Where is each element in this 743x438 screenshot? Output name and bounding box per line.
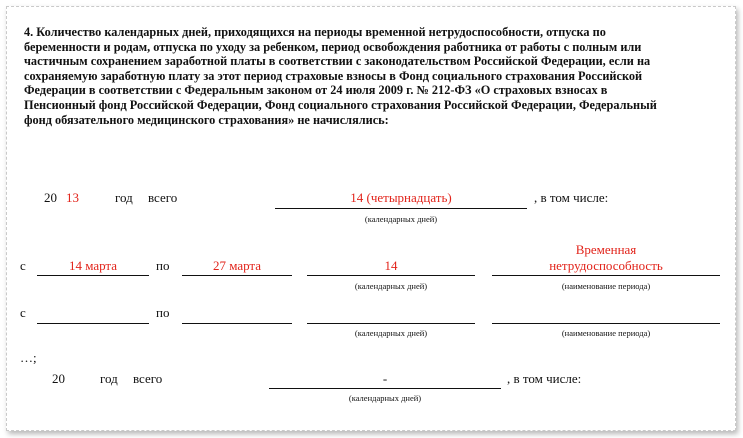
period-1-start-line	[37, 275, 149, 276]
period-1-name-line-a: Временная	[575, 242, 637, 257]
period-1-name-line-b: нетрудоспособность	[549, 258, 663, 273]
including-2-label: , в том числе:	[507, 371, 582, 386]
period-1-days-caption: (календарных дней)	[354, 281, 428, 291]
period-1-end: 27 марта	[212, 258, 262, 273]
total-word: всего	[148, 190, 178, 205]
period-2-name-line	[492, 323, 720, 324]
period-2-end-line	[182, 323, 292, 324]
year-suffix: 13	[66, 190, 79, 205]
section-4-text: 4. Количество календарных дней, приходящихся на периоды временной нетрудоспособности, отпуска по беременности и родам, отпуска по уходу за ребенком, период освобождения работника от работы с полным или частичным сохранением заработной платы в соответствии с законодательством Российской Федерации, если на сохраняемую заработную плату за этот период страховые взносы в Фонд социального страхования Российской Федерации в соответствии с Федеральным законом от 24 июля 2009 г. № 212-ФЗ «О страховых взносах в Пенсионный фонд Российской Федерации, Фонд социального страхования Российской Федерации, Федеральный фонд обязательного медицинского страхования» не начислялись:	[24, 25, 657, 127]
ellipsis: …;	[20, 350, 37, 365]
period-1-name-caption: (наименование периода)	[561, 281, 651, 291]
year-word: год	[115, 190, 133, 205]
total-2-days-value: -	[382, 371, 388, 386]
total-days-caption: (календарных дней)	[364, 214, 438, 224]
total-2-days-caption: (календарных дней)	[348, 393, 422, 403]
period-2-start-line	[37, 323, 149, 324]
period-1-end-line	[182, 275, 292, 276]
document-sheet	[6, 6, 736, 431]
year-2-prefix: 20	[52, 371, 65, 386]
total-days-value: 14 (четырнадцать)	[350, 190, 452, 205]
period-2-days-caption: (календарных дней)	[354, 328, 428, 338]
to-label-1: по	[156, 258, 170, 273]
to-label-2: по	[156, 305, 170, 320]
period-1-days-line	[307, 275, 475, 276]
period-1-days: 14	[384, 258, 398, 273]
including-label: , в том числе:	[534, 190, 609, 205]
period-2-days-line	[307, 323, 475, 324]
period-2-name-caption: (наименование периода)	[561, 328, 651, 338]
total-days-line	[275, 208, 527, 209]
from-label-1: с	[20, 258, 26, 273]
year-2-word: год	[100, 371, 118, 386]
year-prefix: 20	[44, 190, 57, 205]
from-label-2: с	[20, 305, 26, 320]
total-2-days-line	[269, 388, 501, 389]
total-2-word: всего	[133, 371, 163, 386]
period-1-start: 14 марта	[68, 258, 118, 273]
period-1-name-line	[492, 275, 720, 276]
